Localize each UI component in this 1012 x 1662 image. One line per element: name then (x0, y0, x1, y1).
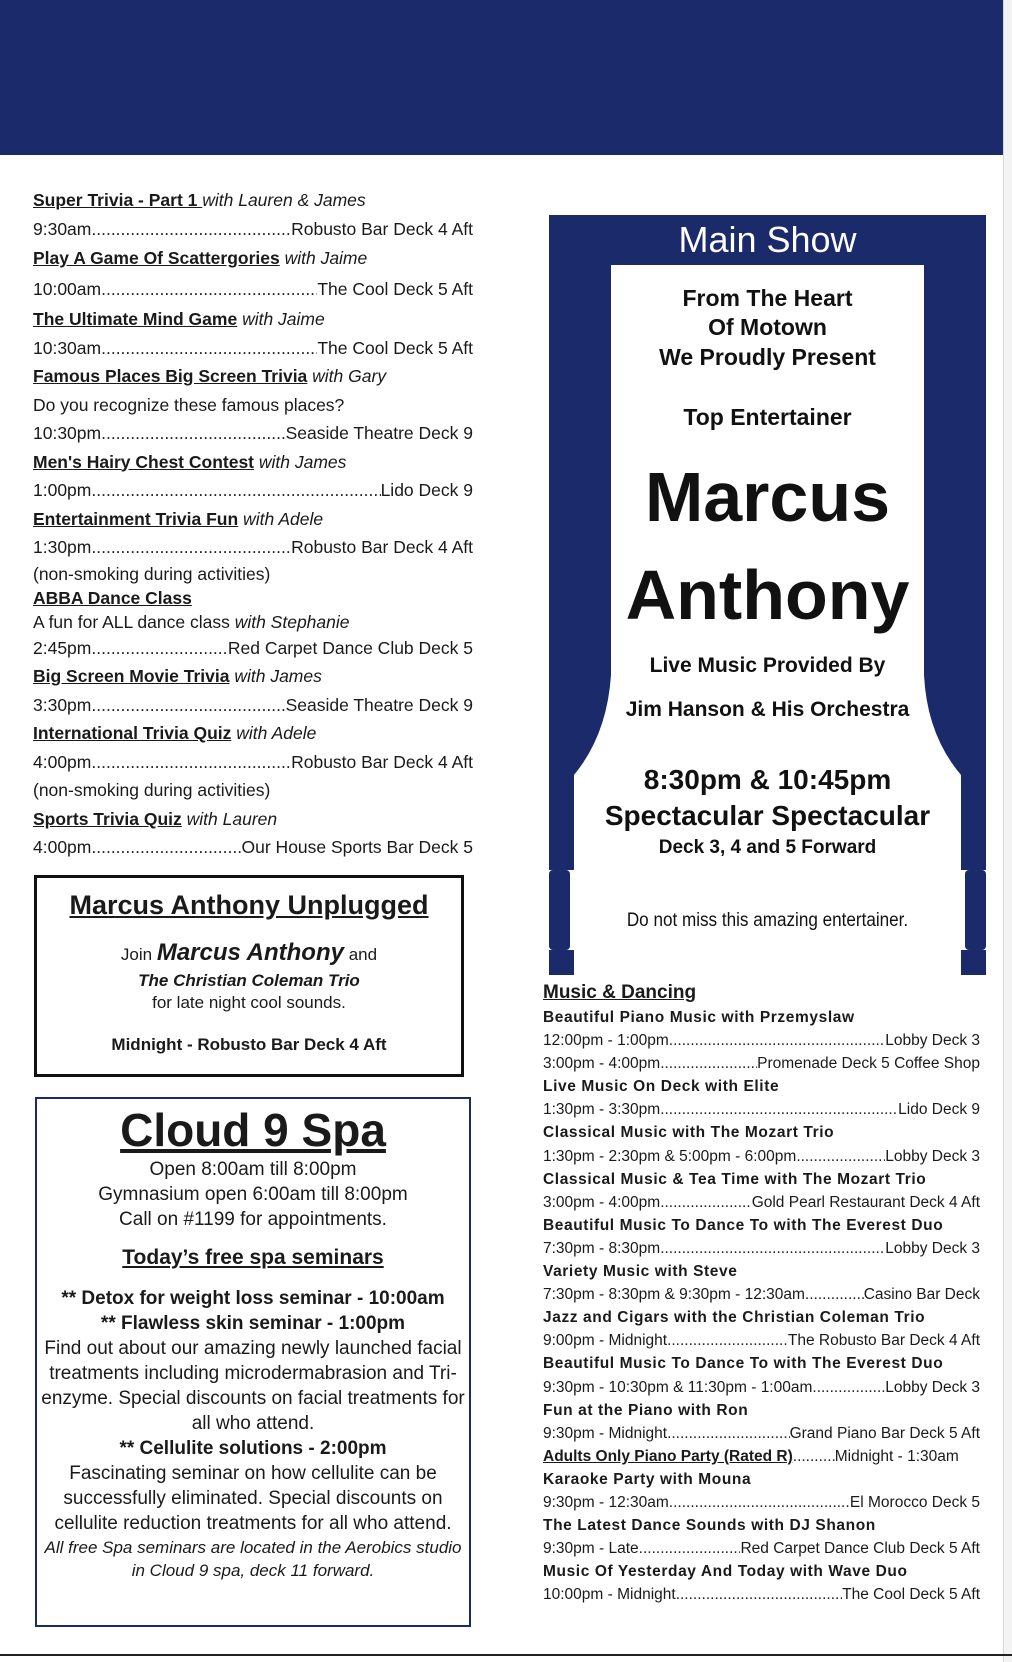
unplugged-description: for late night cool sounds. (152, 993, 346, 1012)
event-host: with Gary (307, 366, 387, 386)
event-host: with Jaime (237, 309, 325, 329)
spa-box (35, 1097, 471, 1627)
leader-dots (667, 1422, 790, 1445)
music-time: 9:30pm - Midnight (543, 1424, 668, 1442)
event-title: Sports Trivia Quiz (33, 808, 182, 829)
music-time-row (543, 1537, 980, 1560)
seminar-description: Fascinating seminar on how cellulite can be successfully eliminated. Special discounts on cellulite reduction treatments for all who attend. (54, 1463, 452, 1534)
music-time-row (543, 1237, 980, 1260)
music-time-row (543, 1283, 980, 1306)
event-title: The Ultimate Mind Game (33, 309, 238, 329)
adults-party-label: Adults Only Piano Party (Rated R) (543, 1447, 793, 1465)
spa-phone: Call on #1199 for appointments. (119, 1209, 387, 1230)
leader-dots (91, 634, 228, 663)
page-edge (1003, 0, 1012, 1662)
headliner-last-name: Anthony (625, 556, 910, 634)
music-location: Lobby Deck 3 (885, 1147, 980, 1165)
music-act: Beautiful Piano Music with Przemyslaw (543, 1009, 855, 1026)
event-time-row (33, 533, 473, 562)
show-decks: Deck 3, 4 and 5 Forward (658, 837, 877, 858)
event-location: Robusto Bar Deck 4 Aft (291, 218, 473, 239)
event-time-row (33, 476, 473, 505)
leader-dots (91, 476, 380, 505)
leader-dots (812, 1376, 885, 1399)
event-title: Big Screen Movie Trivia (33, 666, 230, 686)
leader-dots (796, 1145, 885, 1168)
show-times: 8:30pm & 10:45pm (643, 764, 892, 795)
show-intro-line: Top Entertainer (683, 404, 852, 430)
leader-dots (676, 1583, 842, 1606)
music-time: 3:00pm - 4:00pm (543, 1055, 661, 1073)
music-location: Grand Piano Bar Deck 5 Aft (789, 1424, 980, 1442)
spa-title: Cloud 9 Spa (120, 1104, 386, 1156)
event-location: Robusto Bar Deck 4 Aft (291, 537, 473, 557)
page-bottom-rule (0, 1654, 1012, 1656)
music-act: Music Of Yesterday And Today with Wave Duo (543, 1563, 908, 1581)
music-time: 1:30pm - 3:30pm (543, 1101, 661, 1119)
music-act: Beautiful Music To Dance To with The Everest Duo (543, 1355, 944, 1373)
event-time: 10:30pm (33, 423, 102, 443)
event-location: The Cool Deck 5 Aft (317, 337, 473, 358)
activity-schedule (33, 186, 473, 862)
unplugged-location: Midnight - Robusto Bar Deck 4 Aft (111, 1035, 387, 1054)
music-act: Karaoke Party with Mouna (543, 1470, 752, 1488)
event-title: Men's Hairy Chest Contest (33, 451, 255, 472)
trio-name: The Christian Coleman Trio (138, 971, 360, 990)
event-title-line (33, 586, 473, 610)
leader-dots (91, 691, 285, 720)
music-act: Jazz and Cigars with the Christian Coleman Trio (543, 1309, 926, 1327)
event-note: (non-smoking during activities) (33, 780, 271, 800)
event-host: with James (254, 451, 347, 472)
event-time-row (33, 419, 473, 448)
live-music-line: Live Music Provided By (649, 654, 886, 677)
seminars-heading: Today’s free spa seminars (122, 1246, 384, 1269)
music-location: Lobby Deck 3 (885, 1378, 980, 1396)
event-title-line (33, 305, 473, 334)
leader-dots (91, 215, 291, 244)
music-time-row (543, 1491, 980, 1514)
event-time: 1:00pm (33, 480, 92, 500)
event-time: 4:00pm (33, 751, 92, 772)
leader-dots (101, 419, 285, 448)
event-title-line (33, 362, 473, 391)
event-host: with James (229, 666, 322, 686)
event-location: Seaside Theatre Deck 9 (285, 423, 473, 443)
music-time-row (543, 1191, 980, 1214)
leader-dots (91, 748, 291, 777)
music-time: 9:30pm - 10:30pm & 11:30pm - 1:00am (543, 1378, 813, 1396)
event-title-line (33, 805, 473, 834)
adults-party-time: Midnight - 1:30am (834, 1447, 959, 1465)
orchestra-line: Jim Hanson & His Orchestra (625, 698, 910, 721)
seminar-item: ** Detox for weight loss seminar - 10:00am (61, 1288, 445, 1309)
leader-dots (669, 1491, 850, 1514)
main-show-content (549, 215, 986, 975)
unplugged-join-line (37, 939, 461, 967)
music-act: Beautiful Music To Dance To with The Everest Duo (543, 1216, 944, 1234)
event-time-row (33, 274, 473, 305)
leader-dots (660, 1191, 752, 1214)
event-title-line (33, 662, 473, 691)
music-act: Classical Music & Tea Time with The Mozart Trio (543, 1170, 927, 1188)
music-time: 9:00pm - Midnight (543, 1332, 668, 1350)
music-list (543, 1006, 980, 1445)
event-title-line (33, 448, 473, 477)
music-location: Lobby Deck 3 (885, 1032, 980, 1050)
music-time: 9:30pm - Late (543, 1540, 639, 1558)
join-text: Join (120, 945, 157, 964)
show-intro-line: Of Motown (708, 314, 827, 340)
show-intro-line: From The Heart (682, 285, 853, 311)
leader-dots (660, 1237, 885, 1260)
main-show-header: Main Show (678, 219, 857, 260)
music-location: Promenade Deck 5 Coffee Shop (757, 1055, 980, 1073)
music-dancing-section (543, 980, 980, 1606)
event-time: 10:00am (33, 279, 102, 299)
event-time: 2:45pm (33, 637, 92, 658)
music-act: Fun at the Piano with Ron (543, 1401, 749, 1419)
music-time-row (543, 1445, 980, 1468)
headliner-first-name: Marcus (644, 458, 891, 536)
gym-hours: Gymnasium open 6:00am till 8:00pm (98, 1184, 408, 1205)
event-location: Lido Deck 9 (380, 480, 473, 500)
event-time: 4:00pm (33, 837, 92, 857)
event-host: with Adele (238, 508, 324, 529)
event-title-line (33, 243, 473, 274)
event-title: International Trivia Quiz (33, 723, 232, 743)
event-note: (non-smoking during activities) (33, 563, 271, 584)
seminar-description: Find out about our amazing newly launched facial treatments including microdermabrasion and Tri- enzyme. Special discounts on facial treatments for all who attend. (41, 1338, 465, 1434)
music-time: 10:00pm - Midnight (543, 1586, 676, 1604)
music-time: 7:30pm - 8:30pm & 9:30pm - 12:30am (543, 1286, 805, 1304)
music-time: 9:30pm - 12:30am (543, 1493, 669, 1511)
event-title: ABBA Dance Class (33, 587, 192, 608)
leader-dots (639, 1537, 741, 1560)
event-time-row (33, 691, 473, 720)
music-time: 3:00pm - 4:00pm (543, 1193, 661, 1211)
music-list (543, 1468, 980, 1607)
seminar-item: ** Cellulite solutions - 2:00pm (119, 1438, 387, 1459)
event-description-text: A fun for ALL dance class (33, 611, 235, 632)
event-host: with Stephanie (234, 611, 350, 632)
event-title: Play A Game Of Scattergories (33, 248, 280, 268)
show-note: Do not miss this amazing entertainer. (626, 910, 909, 931)
event-time: 1:30pm (33, 537, 92, 557)
event-title: Super Trivia - Part 1 (33, 190, 203, 210)
event-description: Do you recognize these famous places? (33, 394, 345, 415)
music-location: Lido Deck 9 (898, 1101, 980, 1119)
leader-dots (660, 1052, 757, 1075)
event-time: 9:30am (33, 218, 92, 239)
leader-dots (793, 1445, 835, 1468)
leader-dots (669, 1029, 885, 1052)
music-act: The Latest Dance Sounds with DJ Shanon (543, 1517, 876, 1535)
music-location: El Morocco Deck 5 (849, 1493, 980, 1511)
event-title-line (33, 505, 473, 534)
unplugged-title: Marcus Anthony Unplugged (69, 890, 429, 920)
event-time-row (33, 634, 473, 663)
event-location: Our House Sports Bar Deck 5 (241, 837, 473, 857)
event-time: 3:30pm (33, 694, 92, 715)
event-description (33, 610, 473, 634)
unplugged-box (34, 875, 464, 1077)
header-banner (0, 0, 1004, 155)
leader-dots (91, 833, 241, 862)
music-location: The Robusto Bar Deck 4 Aft (787, 1332, 980, 1350)
event-host: with Lauren (181, 808, 278, 829)
music-time-row (543, 1329, 980, 1352)
music-location: Lobby Deck 3 (885, 1239, 980, 1257)
event-time-row (33, 215, 473, 244)
leader-dots (91, 533, 291, 562)
spa-hours: Open 8:00am till 8:00pm (149, 1159, 357, 1180)
music-time-row (543, 1583, 980, 1606)
music-time: 7:30pm - 8:30pm (543, 1239, 661, 1257)
event-location: Red Carpet Dance Club Deck 5 (227, 637, 473, 658)
performer-name: Marcus Anthony (156, 939, 344, 966)
music-location: Red Carpet Dance Club Deck 5 Aft (740, 1540, 980, 1558)
music-time-row (543, 1376, 980, 1399)
show-venue: Spectacular Spectacular (604, 800, 931, 831)
event-location: The Cool Deck 5 Aft (317, 279, 473, 299)
leader-dots (101, 274, 317, 305)
music-time: 12:00pm - 1:00pm (543, 1032, 669, 1050)
event-time: 10:30am (33, 337, 102, 358)
leader-dots (101, 334, 317, 363)
event-host: with Adele (231, 723, 317, 743)
seminar-item: ** Flawless skin seminar - 1:00pm (100, 1313, 406, 1334)
music-time-row (543, 1422, 980, 1445)
music-act: Variety Music with Steve (543, 1263, 738, 1281)
leader-dots (660, 1098, 898, 1121)
event-location: Robusto Bar Deck 4 Aft (291, 751, 473, 772)
event-host: with Jaime (279, 248, 368, 268)
event-location: Seaside Theatre Deck 9 (285, 694, 473, 715)
event-title-line (33, 186, 473, 215)
event-title-line (33, 719, 473, 748)
event-time-row (33, 748, 473, 777)
music-time-row (543, 1029, 980, 1052)
event-time-row (33, 833, 473, 862)
leader-dots (805, 1283, 864, 1306)
music-act: Classical Music with The Mozart Trio (543, 1124, 835, 1142)
music-location: Gold Pearl Restaurant Deck 4 Aft (751, 1193, 980, 1211)
main-show-panel (549, 215, 986, 975)
music-act: Live Music On Deck with Elite (543, 1078, 780, 1096)
event-time-row (33, 334, 473, 363)
event-title: Entertainment Trivia Fun (33, 508, 239, 529)
music-time-row (543, 1145, 980, 1168)
music-time-row (543, 1098, 980, 1121)
music-time-row (543, 1052, 980, 1075)
event-title: Famous Places Big Screen Trivia (33, 366, 308, 386)
music-time: 1:30pm - 2:30pm & 5:00pm - 6:00pm (543, 1147, 797, 1165)
music-location: Casino Bar Deck (863, 1286, 980, 1304)
music-location: The Cool Deck 5 Aft (842, 1586, 980, 1604)
music-section-title: Music & Dancing (543, 982, 697, 1003)
and-text: and (343, 945, 378, 964)
spa-footer-note: All free Spa seminars are located in the Aerobics studio in Cloud 9 spa, deck 11 forward. (44, 1538, 462, 1580)
show-intro-line: We Proudly Present (659, 344, 876, 370)
event-host: with Lauren & James (202, 190, 366, 210)
leader-dots (667, 1329, 788, 1352)
